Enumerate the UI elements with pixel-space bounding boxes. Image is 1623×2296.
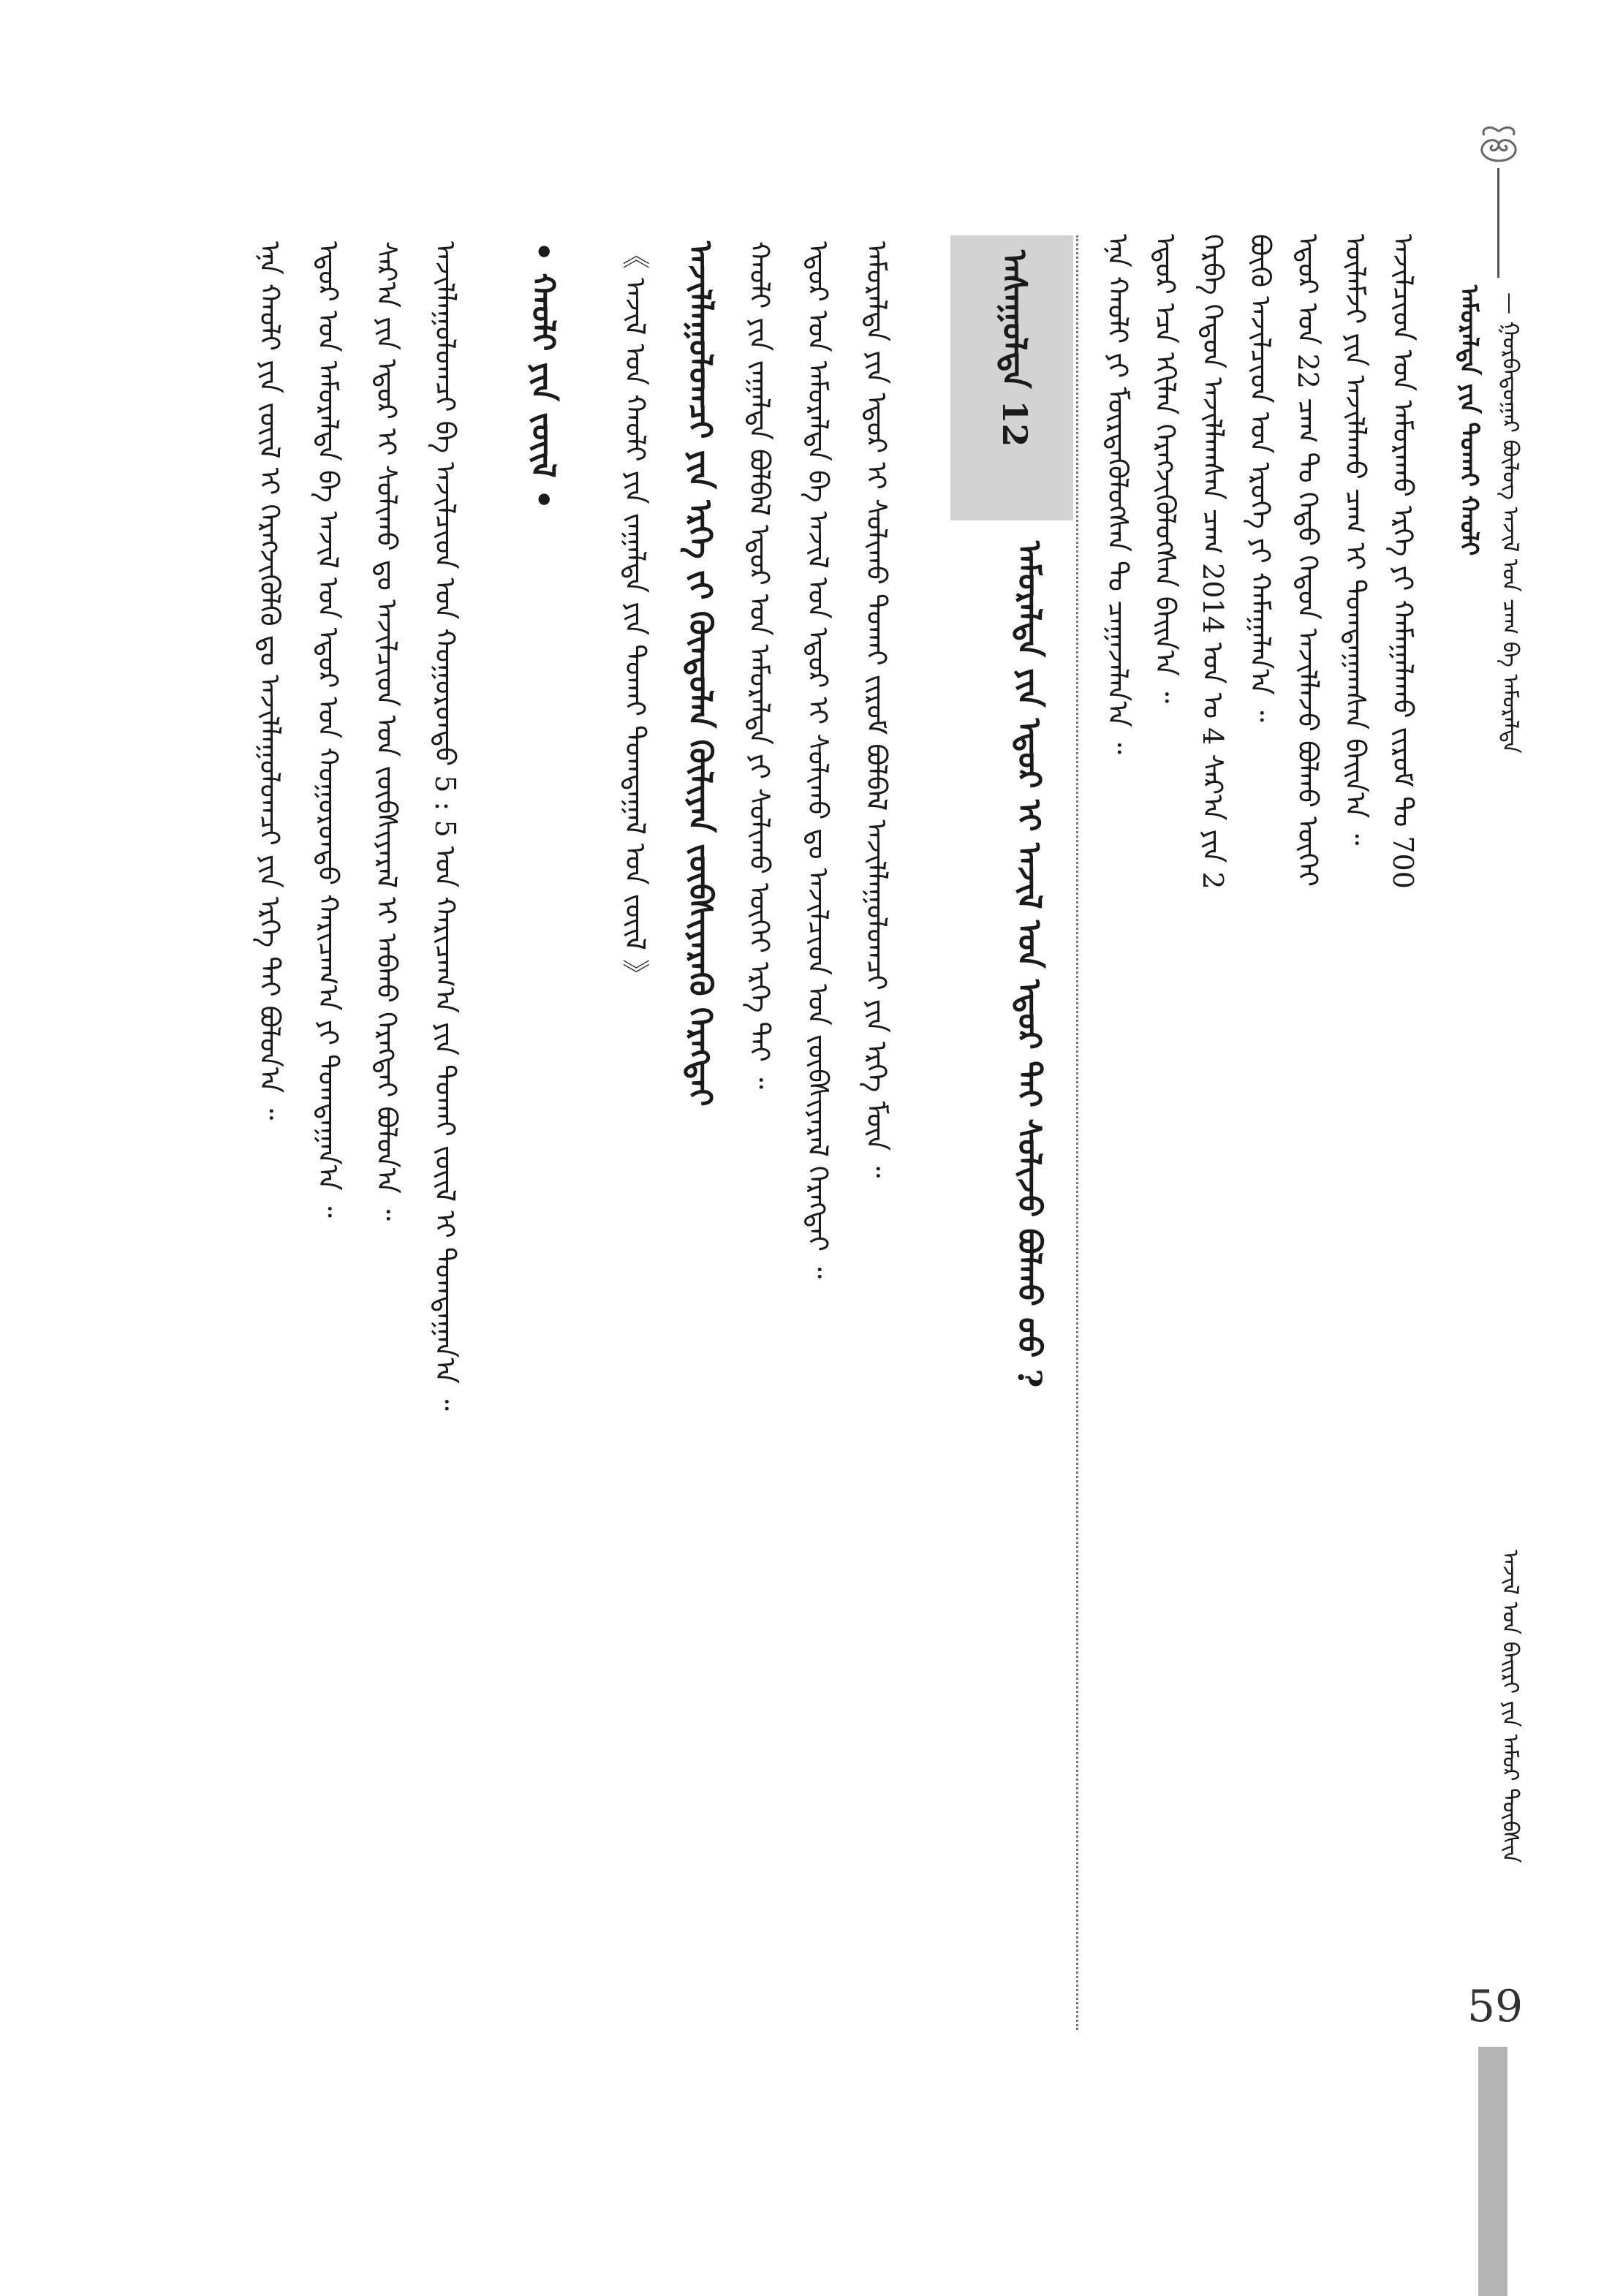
question-title: ᠠᠮᠤᠷᠠᠯᠲᠠ ᠶᠢᠨ ᠡᠳᠦᠷ ᠢ ᠠᠵᠢᠯ ᠤᠨ ᠡᠳᠦᠷ ᠲᠠᠢ ᠰᠣᠯᠢᠵᠤ ᠪᠣᠯᠬᠤ ᠤᠤ ? <box>1010 541 1048 1388</box>
question-label-box <box>950 235 1073 520</box>
header-chapter-title: — ᠭᠤᠷᠪᠠᠳᠤᠭᠠᠷ ᠪᠦᠯᠦᠭ ᠠᠵᠢᠯ ᠤᠨ ᠴᠠᠭ ᠪᠠ ᠠᠮᠤᠷᠠᠯᠲᠠ <box>1497 292 1523 754</box>
text-column: ᠬᠡᠷᠪᠡ ᠬᠡᠳᠦᠨ ᠠᠵᠢᠯᠯᠠᠭᠰᠠᠨ ᠴᠠᠭ 2014 ᠣᠨ ᠤ 4 ᠰᠠᠷ᠎ᠠ ᠶᠢᠨ 2 <box>1197 234 1229 890</box>
text-column: ᠠᠵᠢᠯᠴᠢᠳ ᠤᠨ ᠠᠮᠤᠷᠠᠬᠤ ᠡᠷᠬᠡ ᠶᠢ ᠬᠠᠮᠠᠭᠠᠯᠠᠬᠤ ᠵᠢᠷᠤᠮ ᠲᠤ 700 <box>1387 234 1419 889</box>
section-divider <box>1076 235 1078 2030</box>
header-series-title: ᠠᠵᠢᠯ ᠤᠨ ᠪᠠᠢᠷᠢ ᠶᠢᠨ ᠠᠮᠤᠷ ᠲᠦᠪᠰᠢᠨ <box>1497 1550 1523 1863</box>
text-column: ᠦᠯᠡᠮᠵᠢ ᠶᠢᠨ ᠠᠵᠢᠯᠯᠠᠬᠤ ᠴᠠᠭ ᠢ ᠲᠣᠭᠲᠠᠭᠠᠭᠰᠠᠨ ᠪᠠᠢᠨ᠎ᠠ ᠃ <box>1339 234 1372 846</box>
question-label: ᠠᠰᠠᠭᠤᠯᠲᠠ 12 <box>995 250 1034 447</box>
text-column: ᠡᠳᠦᠷ ᠡᠴᠡ ᠡᠬᠢᠯᠡᠨ ᠬᠡᠷᠡᠭᠵᠢᠭᠦᠯᠦᠭᠰᠡᠨ ᠪᠠᠢᠨ᠎ᠠ ᠃ <box>1149 234 1181 703</box>
header-chapter-subtitle: ᠠᠮᠤᠷᠠᠯᠲᠠ ᠶᠢᠨ ᠲᠤᠬᠠᠢ ᠬᠠᠤᠯᠢ <box>1454 285 1483 556</box>
text-column: ᠡᠳᠦᠷ ᠤᠨ ᠠᠮᠤᠷᠠᠯᠲᠠ ᠪᠠ ᠠᠵᠢᠯ ᠤᠨ ᠡᠳᠦᠷ ᠢ ᠰᠣᠯᠢᠬᠤ ᠳᠤ ᠠᠵᠢᠯᠴᠢᠳ ᠤᠨ ᠵᠥᠪᠰᠢᠶᠡᠷᠡᠯ ᠬᠡᠷᠡᠭᠲᠡᠢ ᠃ <box>802 241 834 1279</box>
page-number: 59 <box>1467 1981 1524 2032</box>
text-column: ᠡᠳᠦᠷ ᠤᠨ 22 ᠴᠠᠭ ᠲᠤ ᠬᠡᠳᠦ ᠬᠡᠳᠦᠨ ᠠᠵᠢᠯᠯᠠᠵᠤ ᠪᠣᠯᠬᠤ ᠦᠭᠡᠢ <box>1292 234 1324 887</box>
text-column: ᠠᠵᠢᠯᠯᠠᠭᠤᠯᠤᠭᠴᠢ ᠶᠢᠨ ᠡᠷᠬᠡ ᠵᠢ ᠬᠦᠨᠳᠦᠯᠡᠨ ᠬᠦᠯᠢᠶᠡᠨ ᠵᠦᠪᠰᠢᠶᠡᠷᠡᠬᠦ ᠬᠡᠷᠡᠭᠲᠡᠢ <box>681 241 719 1107</box>
section-heading: • ᠬᠠᠤᠯᠢ ᠶᠢᠨ ᠵᠦᠢᠯ • <box>524 241 561 510</box>
text-column: ᠠᠵᠢᠯᠯᠠᠭᠤᠯᠤᠭᠴᠢ ᠪᠠ ᠠᠵᠢᠯᠴᠢᠳ ᠤᠨ ᠬᠣᠭᠣᠷᠣᠨᠳᠤ 5 : 5 ᠤᠨ ᠬᠠᠷᠢᠴᠠᠭ᠎ᠠ ᠶᠢᠨ ᠲᠤᠬᠠᠢ ᠵᠦᠢᠯ ᠢ ᠲᠣᠭᠲᠠᠭᠠᠨ᠎ᠠ ᠃ <box>429 241 461 1411</box>
header-rule <box>1497 168 1499 278</box>
text-column: ᠡᠨᠡ ᠬᠠᠤᠯᠢ ᠶᠢ ᠮᠦᠷᠳᠡᠭᠦᠯᠦᠭᠰᠡᠨ ᠲᠤ ᠴᠠᠭᠠᠵᠠᠯᠠᠨ᠎ᠠ ᠃ <box>1102 234 1134 754</box>
ornament-icon <box>1462 117 1535 168</box>
citation: 《 ᠠᠵᠢᠯ ᠤᠨ ᠬᠠᠤᠯᠢ ᠶᠢᠨ ᠵᠠᠭᠠᠯᠲᠠ ᠶᠢᠨ ᠲᠤᠬᠠᠢ ᠲᠣᠭᠲᠠᠭᠠᠯ ᠤᠨ ᠵᠦᠢᠯ 》 <box>619 241 651 987</box>
text-column: ᠡᠳᠦᠷ ᠤᠨ ᠠᠮᠤᠷᠠᠯᠲᠠ ᠪᠠ ᠠᠵᠢᠯ ᠤᠨ ᠡᠳᠦᠷ ᠤᠨ ᠬᠣᠭᠣᠷᠣᠨᠳᠤ ᠬᠠᠷᠢᠴᠠᠭ᠎ᠠ ᠶᠢ ᠲᠣᠭᠲᠠᠭᠠᠨ᠎ᠠ ᠃ <box>312 241 344 1218</box>
page-edge-bar <box>1478 2047 1507 2296</box>
text-column: ᠰᠠᠷ᠎ᠠ ᠶᠢᠨ ᠡᠳᠦᠷ ᠢ ᠰᠣᠯᠢᠬᠤ ᠳᠤ ᠠᠵᠢᠯᠴᠢᠳ ᠤᠨ ᠵᠥᠪᠰᠢᠶᠡᠷᠡᠯ ᠢ ᠠᠪᠬᠤ ᠬᠡᠷᠡᠭᠲᠡᠢ ᠪᠣᠯᠤᠨ᠎ᠠ ᠃ <box>371 241 403 1221</box>
text-column: ᠬᠠᠤᠯᠢ ᠶᠢᠨ ᠵᠠᠭᠠᠯᠲᠠ ᠪᠣᠯᠪᠠᠯ ᠡᠳᠦᠷ ᠤᠨ ᠠᠮᠤᠷᠠᠯᠲᠠ ᠶᠢ ᠰᠣᠯᠢᠬᠤ ᠦᠭᠡᠢ ᠡᠷᠬᠡ ᠲᠡᠢ ᠃ <box>744 241 776 1089</box>
text-column: ᠪᠦᠬᠦ ᠠᠵᠢᠯᠴᠢᠳ ᠤᠨ ᠡᠷᠦᠬᠡ ᠶᠢ ᠬᠠᠮᠠᠭᠠᠯᠠᠨ᠎ᠠ ᠃ <box>1244 234 1276 722</box>
text-column: ᠡᠨᠡ ᠬᠠᠤᠯᠢ ᠶᠢᠨ ᠵᠦᠢᠯ ᠢ ᠬᠡᠷᠡᠭᠵᠢᠭᠦᠯᠬᠦ ᠳᠤ ᠠᠵᠢᠯᠯᠠᠭᠤᠯᠤᠭᠴᠢ ᠶᠢᠨ ᠡᠷᠬᠡ ᠲᠡᠢ ᠪᠣᠯᠤᠨ᠎ᠠ ᠃ <box>254 241 286 1121</box>
text-column: ᠠᠮᠤᠷᠠᠯᠲᠠ ᠶᠢᠨ ᠡᠳᠦᠷ ᠢ ᠰᠣᠯᠢᠬᠤ ᠲᠤᠬᠠᠢ ᠵᠢᠷᠤᠮ ᠪᠣᠯᠪᠠᠯ ᠠᠵᠢᠯᠯᠠᠭᠤᠯᠤᠭᠴᠢ ᠶᠢᠨ ᠡᠷᠬᠡ ᠮᠦᠨ ᠃ <box>860 241 893 1178</box>
